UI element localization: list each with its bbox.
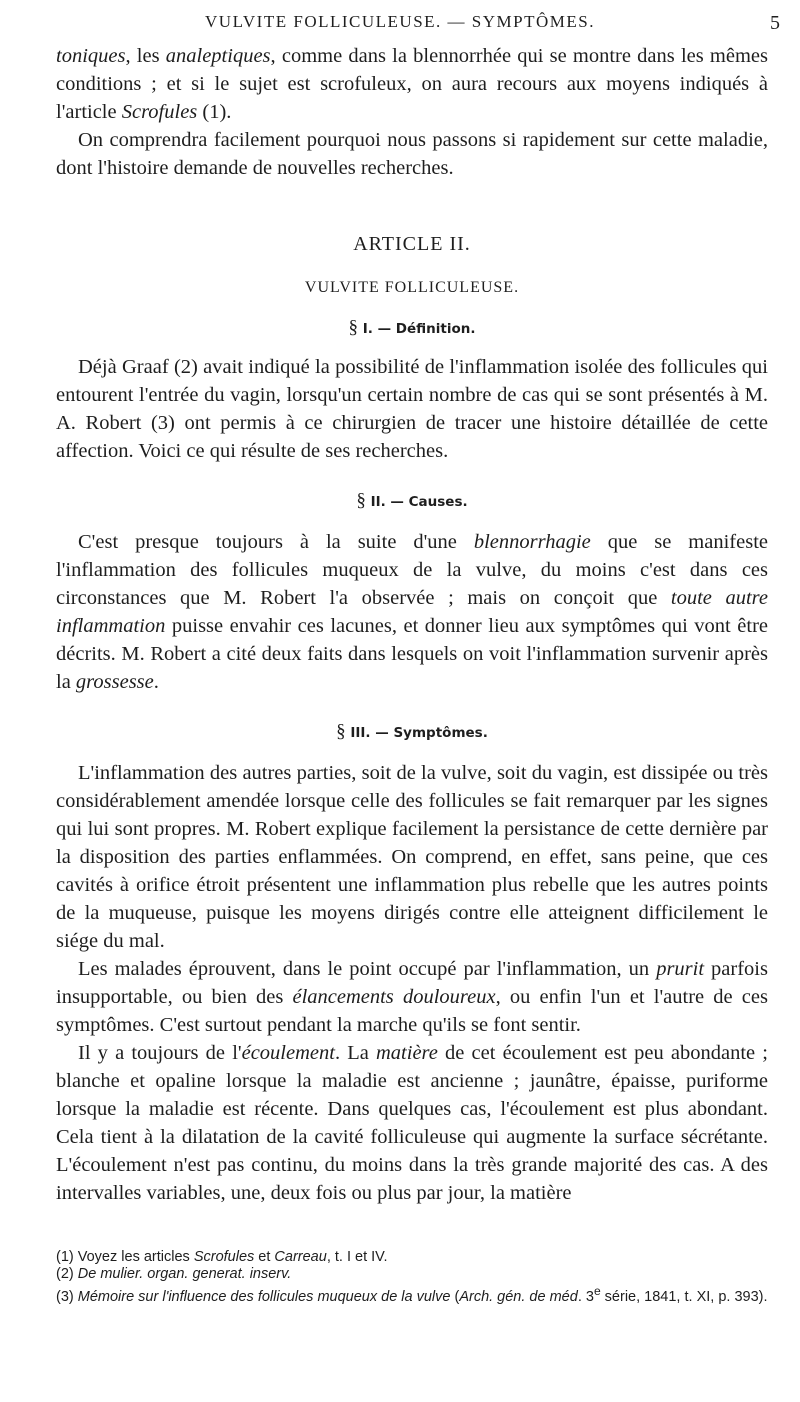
- text-span: . 3: [577, 1288, 594, 1305]
- symptoms-paragraph-1: L'inflammation des autres parties, soit de la vulve, soit du vagin, est dissipée ou très considérablement amendée lorsque celle des follicules se fait remarquer par les signes qui lui sont propres. M. Robert explique facilement la persistance de cette dernière par la disposition des parties enflammées. On comprend, en effet, sans peine, que ces cavités à orifice étroit présentent une inflammation plus rebelle que les autres points de la muqueuse, puisque les moyens dirigés contre elle atteignent difficilement le siége du mal.: [56, 762, 768, 952]
- italic-term: Scrofules: [193, 1249, 255, 1265]
- italic-term: prurit: [656, 958, 705, 980]
- text-span: que se manifeste l'inflammation des follicules muqueux de la vulve, du moins c'est dans ces circonstances que M. Robert l'a observée ; mais on conçoit que: [56, 531, 768, 609]
- section-symbol: §: [356, 490, 366, 511]
- italic-term: Scrofules: [121, 101, 198, 123]
- italic-term: analeptiques: [165, 45, 271, 67]
- italic-term: écoulement: [241, 1042, 335, 1064]
- text-span: . La: [334, 1042, 376, 1064]
- italic-term: Mémoire sur l'influence des follicules muqueux de la vulve: [77, 1288, 451, 1305]
- text-span: (: [450, 1288, 460, 1305]
- italic-term: De mulier. organ. generat. inserv.: [77, 1266, 292, 1282]
- text-span: .: [153, 671, 159, 693]
- footnote-3: [56, 1283, 768, 1306]
- section-heading-causes: [56, 487, 768, 516]
- text-span: (1).: [197, 101, 232, 123]
- text-span: , comme dans la blennorrhée qui se montre dans les mêmes conditions ; et si le sujet est scrofuleux, on aura recours aux moyens indiqués à l'article: [56, 45, 768, 123]
- symptoms-paragraph-3: [56, 1039, 768, 1207]
- intro-paragraph-2: On comprendra facilement pourquoi nous passons si rapidement sur cette maladie, dont l'histoire demande de nouvelles recherches.: [56, 129, 768, 179]
- section-heading-text: III. — Symptômes.: [350, 725, 488, 741]
- superscript: e: [593, 1284, 601, 1298]
- footnote-2: [56, 1266, 768, 1283]
- page-body: [56, 42, 768, 1207]
- text-span: série, 1841, t. XI, p. 393).: [600, 1288, 768, 1305]
- symptoms-paragraph-2: [56, 955, 768, 1039]
- chapter-title: VULVITE FOLLICULEUSE.: [304, 279, 520, 296]
- running-head: [0, 12, 800, 36]
- text-span: C'est presque toujours à la suite d'une: [78, 531, 474, 553]
- section-symbol: §: [336, 721, 346, 742]
- text-span: Les malades éprouvent, dans le point occupé par l'inflammation, un: [78, 958, 657, 980]
- intro-paragraph-1: [56, 42, 768, 126]
- running-title: VULVITE FOLLICULEUSE. — SYMPTÔMES.: [205, 12, 595, 31]
- italic-term: toute autre inflammation: [56, 587, 768, 637]
- text-span: , t. I et IV.: [326, 1249, 388, 1265]
- italic-term: Arch. gén. de méd: [459, 1288, 578, 1305]
- definition-paragraph: Déjà Graaf (2) avait indiqué la possibilité de l'inflammation isolée des follicules qui entourent l'entrée du vagin, lorsqu'un certain nombre de cas qui se sont présentés à M. A. Robert (3) ont permis à ce chirurgien de tracer une histoire détaillée de cette affection. Voici ce qui résulte de ses recherches.: [56, 356, 768, 462]
- article-title: ARTICLE II.: [353, 233, 471, 255]
- text-span: , les: [125, 45, 166, 67]
- text-span: et: [254, 1249, 275, 1265]
- italic-term: Carreau: [274, 1249, 327, 1265]
- text-span: (1) Voyez les articles: [56, 1249, 194, 1265]
- section-heading-text: II. — Causes.: [370, 494, 468, 510]
- section-heading-definition: [56, 314, 768, 343]
- italic-term: blennorrhagie: [473, 531, 591, 553]
- section-heading-text: I. — Définition.: [362, 321, 476, 337]
- footnotes: [56, 1249, 768, 1306]
- page-number: 5: [770, 12, 780, 34]
- text-span: puisse envahir ces lacunes, et donner lieu aux symptômes qui vont être décrits. M. Robert a cité deux faits dans lesquels on voit l'inflammation survenir après la: [56, 615, 768, 693]
- italic-term: matière: [376, 1042, 438, 1064]
- section-heading-symptoms: [56, 718, 768, 747]
- section-symbol: §: [348, 317, 359, 338]
- footnote-1: [56, 1249, 768, 1266]
- italic-term: élancements douloureux: [292, 986, 496, 1008]
- text-span: , ou enfin l'un et l'autre de ces symptômes. C'est surtout pendant la marche qu'ils se font sentir.: [56, 986, 768, 1036]
- italic-term: toniques: [56, 45, 126, 67]
- causes-paragraph: [56, 528, 768, 696]
- text-span: parfois insupportable, ou bien des: [56, 958, 768, 1008]
- text-span: (2): [56, 1266, 78, 1282]
- text-span: Il y a toujours de l': [78, 1042, 242, 1064]
- text-span: (3): [56, 1288, 78, 1305]
- text-span: de cet écoulement est peu abondante ; blanche et opaline lorsque la maladie est ancienne ; jaunâtre, épaisse, puriforme lorsque la maladie est récente. Dans quelques cas, l'écoulement est plus abondant. Cela tient à la dilatation de la cavité folliculeuse qui augmente la surface sécrétante. L'écoulement n'est pas continu, du moins dans la très grande majorité des cas. A des intervalles variables, une, deux fois ou plus par jour, la matière: [56, 1042, 768, 1204]
- italic-term: grossesse: [75, 671, 154, 693]
